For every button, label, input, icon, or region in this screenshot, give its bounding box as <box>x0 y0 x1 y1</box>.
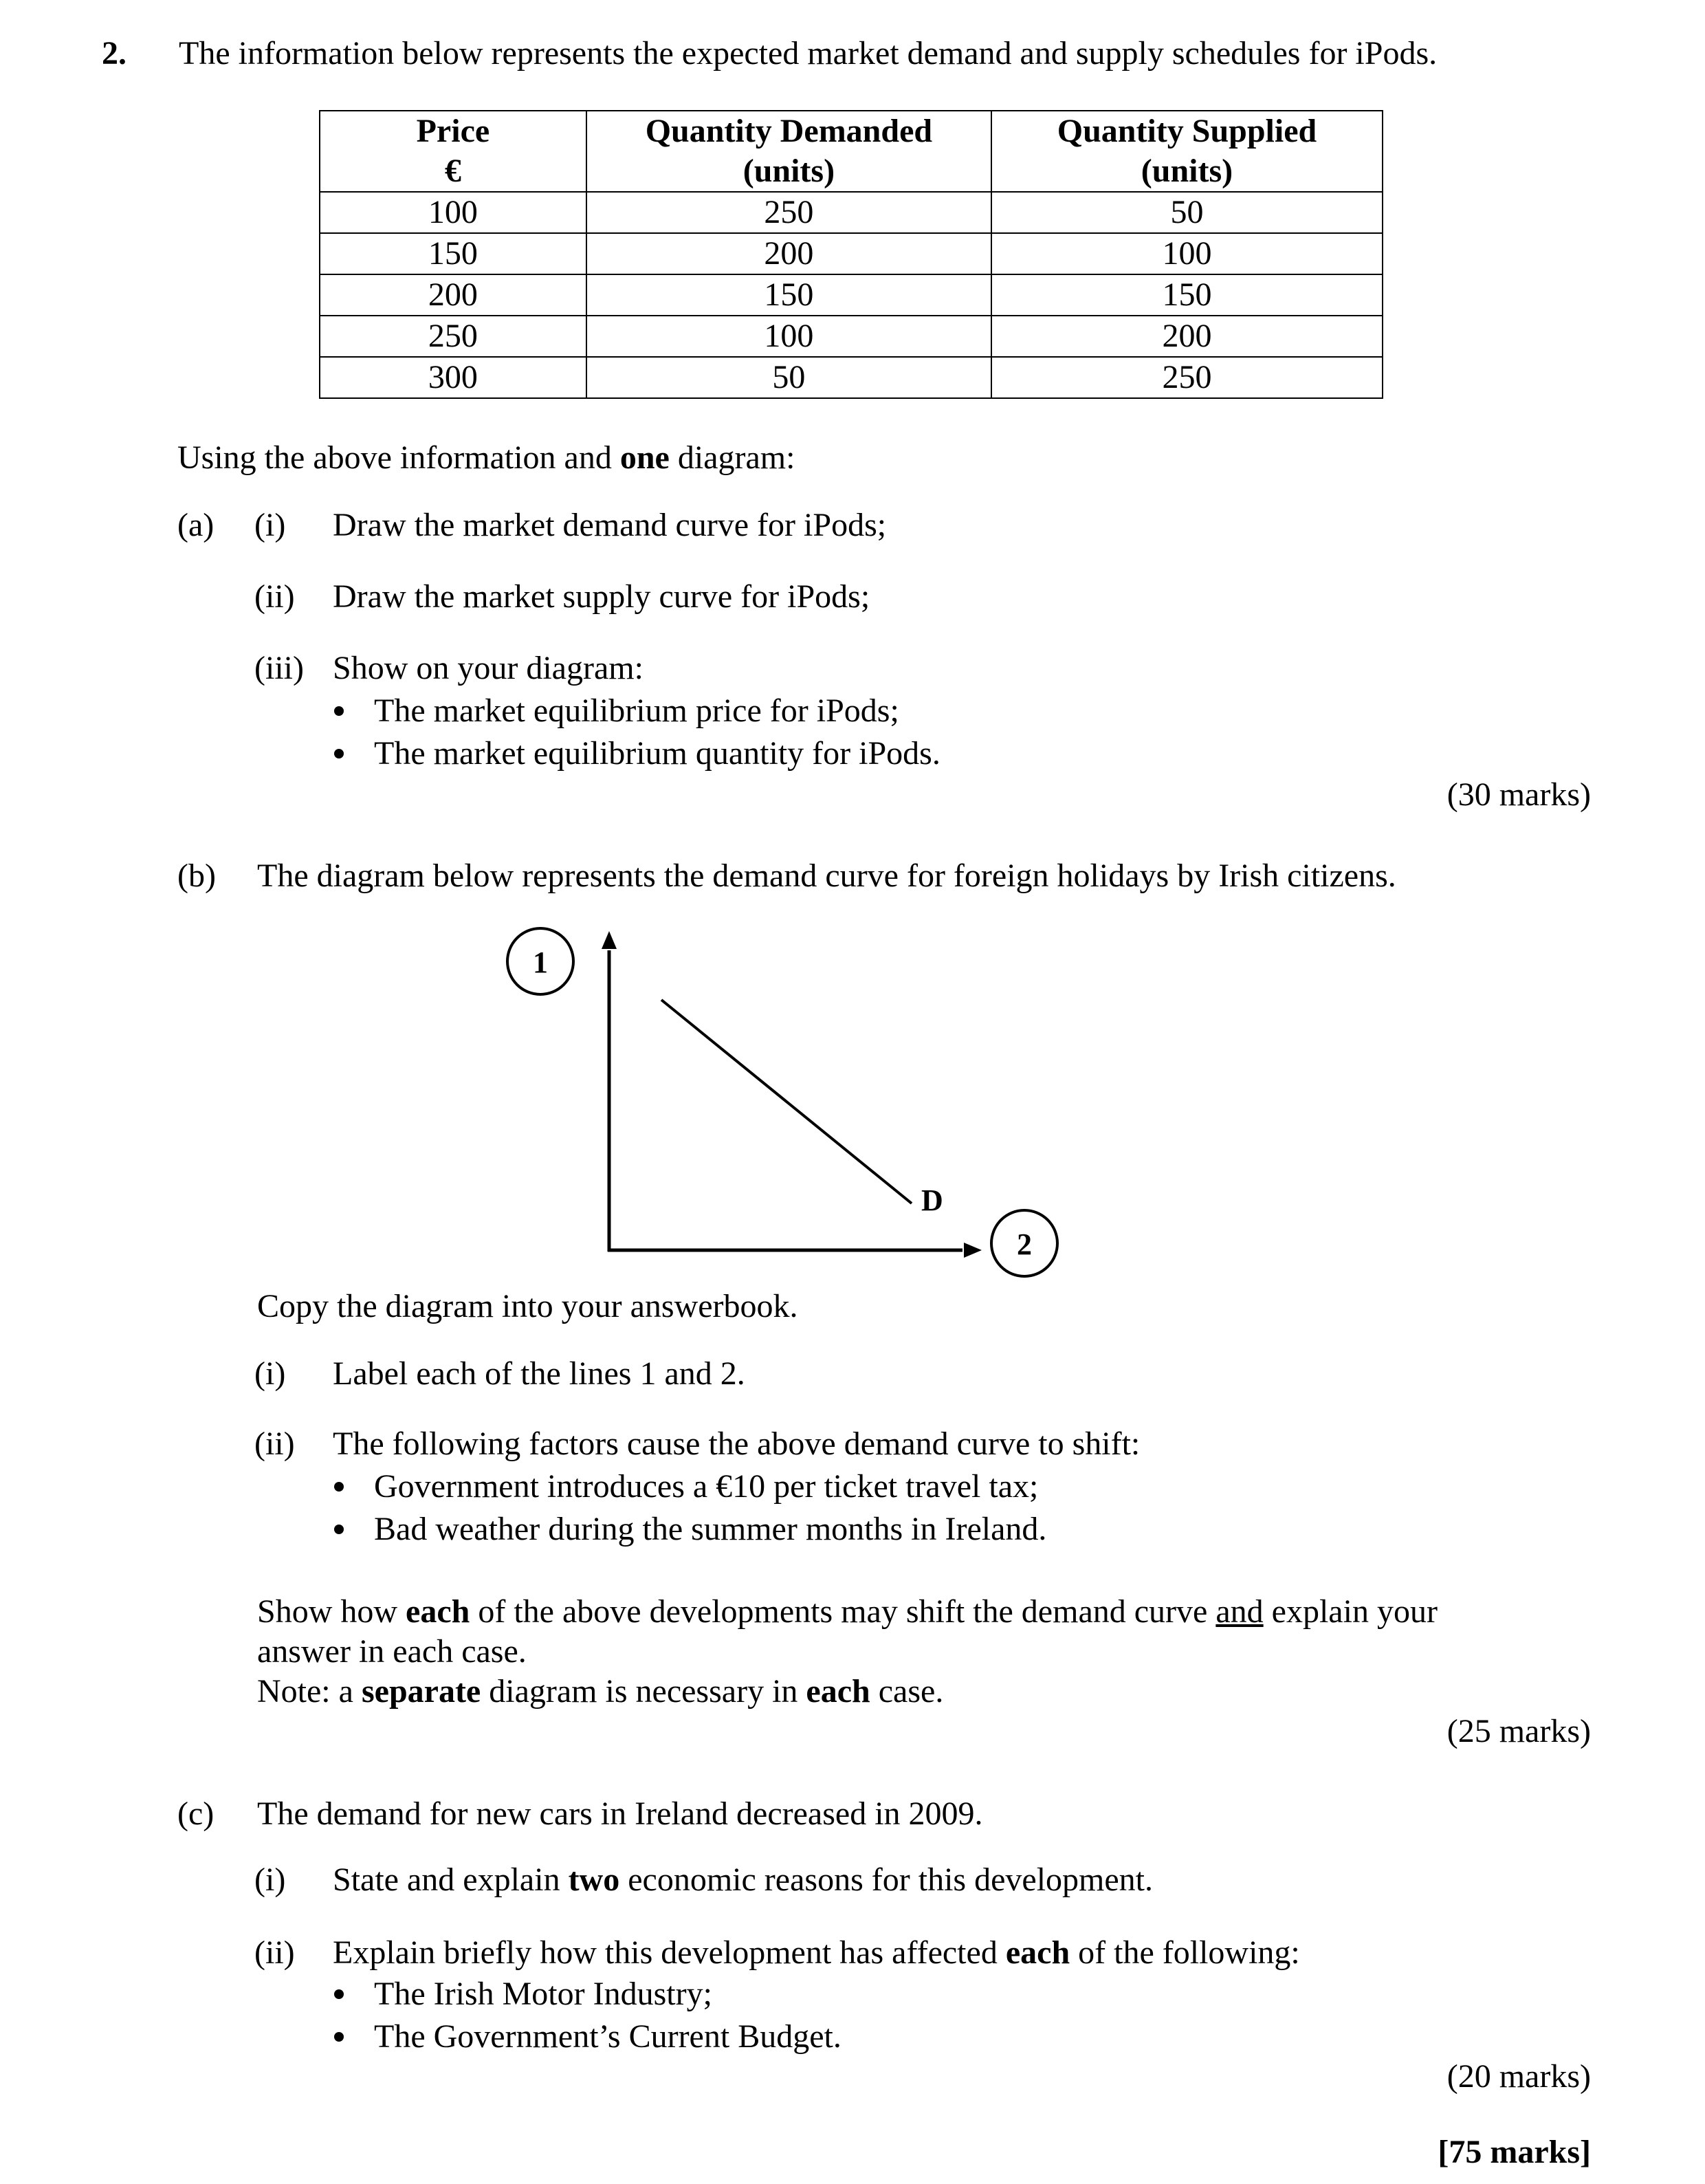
question-intro: The information below represents the expected market demand and supply schedules for iPods. <box>179 35 1438 72</box>
part-b-show-line-1: Show how each of the above developments may shift the demand curve and explain your <box>257 1593 1438 1630</box>
table-cell: 200 <box>320 274 586 316</box>
bullet-icon <box>334 1525 344 1534</box>
part-b-note: Note: a separate diagram is necessary in each case. <box>257 1673 944 1710</box>
header-quantity-demanded: Quantity Demanded (units) <box>586 111 991 192</box>
part-c-ii-number: (ii) <box>254 1934 295 1971</box>
part-c-i-number: (i) <box>254 1861 286 1898</box>
bullet-icon <box>334 706 344 716</box>
list-item: The market equilibrium price for iPods; <box>334 690 899 732</box>
table-cell: 200 <box>991 316 1383 357</box>
part-c-intro: The demand for new cars in Ireland decreased in 2009. <box>257 1795 983 1832</box>
table-row <box>320 357 1383 398</box>
demand-diagram <box>481 908 1100 1300</box>
part-c-i-text: State and explain two economic reasons for this development. <box>333 1861 1153 1898</box>
list-item: The market equilibrium quantity for iPods. <box>334 733 940 774</box>
bullet-icon <box>334 1482 344 1492</box>
list-item: The Irish Motor Industry; <box>334 1974 712 2015</box>
demand-curve-label: D <box>921 1183 943 1217</box>
line-1-label: 1 <box>533 946 548 979</box>
table-cell: 100 <box>991 233 1383 274</box>
part-b-i-number: (i) <box>254 1355 286 1392</box>
table-cell: 150 <box>991 274 1383 316</box>
part-b-marks: (25 marks) <box>1446 1713 1591 1749</box>
part-c-ii-text: Explain briefly how this development has affected each of the following: <box>333 1934 1300 1971</box>
part-a-ii-number: (ii) <box>254 578 295 615</box>
part-a-label: (a) <box>177 507 214 543</box>
question-number: 2. <box>102 35 126 72</box>
header-quantity-supplied: Quantity Supplied (units) <box>991 111 1383 192</box>
table-cell: 150 <box>320 233 586 274</box>
part-a-ii-text: Draw the market supply curve for iPods; <box>333 578 870 615</box>
table-row <box>320 192 1383 233</box>
list-item: Bad weather during the summer months in Ireland. <box>334 1509 1046 1550</box>
total-marks: [75 marks] <box>1438 2134 1591 2170</box>
bullet-icon <box>334 2032 344 2042</box>
list-item: The Government’s Current Budget. <box>334 2016 842 2057</box>
line-2-label: 2 <box>1017 1227 1032 1261</box>
table-cell: 250 <box>586 192 991 233</box>
table-header-row <box>320 111 1383 192</box>
header-price: Price € <box>320 111 586 192</box>
schedule-table <box>319 110 1383 399</box>
part-a-iii-number: (iii) <box>254 650 304 686</box>
part-a-lead: Using the above information and one diagram: <box>177 439 795 476</box>
table-row <box>320 316 1383 357</box>
table-cell: 50 <box>991 192 1383 233</box>
table-cell: 300 <box>320 357 586 398</box>
table-cell: 100 <box>320 192 586 233</box>
part-c-label: (c) <box>177 1795 214 1832</box>
bullet-icon <box>334 749 344 758</box>
table-cell: 100 <box>586 316 991 357</box>
table-cell: 250 <box>320 316 586 357</box>
list-item: Government introduces a €10 per ticket travel tax; <box>334 1466 1038 1507</box>
part-a-iii-text: Show on your diagram: <box>333 650 644 686</box>
table-cell: 150 <box>586 274 991 316</box>
part-a-marks: (30 marks) <box>1446 776 1591 813</box>
horizontal-axis-arrow-icon <box>964 1243 982 1258</box>
part-a-i-number: (i) <box>254 507 286 543</box>
table-row <box>320 233 1383 274</box>
part-b-copy: Copy the diagram into your answerbook. <box>257 1288 798 1324</box>
table-cell: 200 <box>586 233 991 274</box>
part-b-i-text: Label each of the lines 1 and 2. <box>333 1355 745 1392</box>
table-cell: 250 <box>991 357 1383 398</box>
part-b-show-line-2: answer in each case. <box>257 1633 527 1670</box>
part-b-label: (b) <box>177 858 216 894</box>
part-a-i-text: Draw the market demand curve for iPods; <box>333 507 887 543</box>
bullet-icon <box>334 1989 344 1999</box>
part-c-marks: (20 marks) <box>1446 2058 1591 2095</box>
table-cell: 50 <box>586 357 991 398</box>
part-b-ii-number: (ii) <box>254 1426 295 1462</box>
part-b-ii-text: The following factors cause the above demand curve to shift: <box>333 1426 1141 1462</box>
demand-curve <box>661 1000 912 1203</box>
table-row <box>320 274 1383 316</box>
part-b-intro: The diagram below represents the demand curve for foreign holidays by Irish citizens. <box>257 858 1396 894</box>
vertical-axis-arrow-icon <box>602 931 617 949</box>
